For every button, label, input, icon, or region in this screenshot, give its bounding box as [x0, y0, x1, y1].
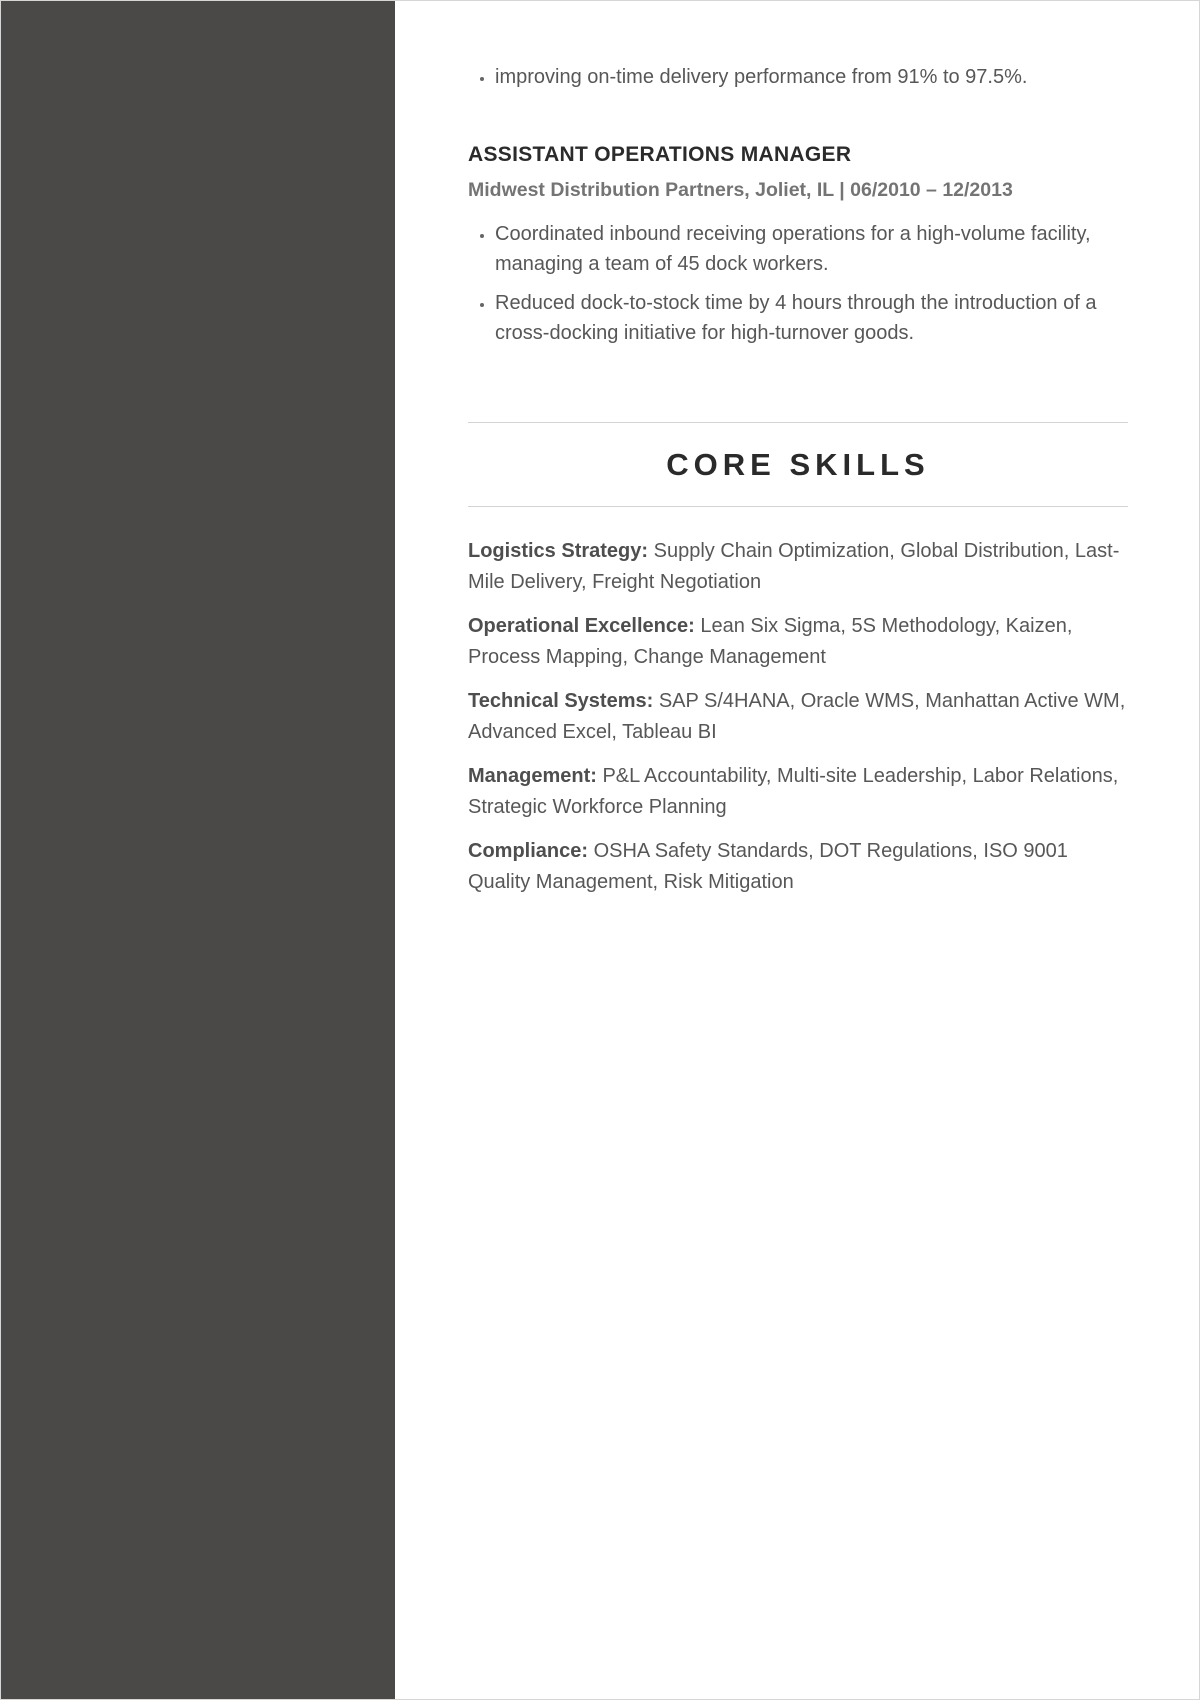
skill-label: Management: [468, 765, 597, 787]
job-entry [468, 140, 1128, 357]
job-bullet-list [468, 219, 1128, 348]
skill-text: OSHA Safety Standards, DOT Regulations, ISO 9001 Quality Management, Risk Mitigation [468, 840, 1068, 893]
skill-row-logistics [468, 536, 1128, 598]
skill-row-technical [468, 686, 1128, 748]
list-item: • Coordinated inbound receiving operations for a high-volume facility, managing a team of 45 dock workers. [495, 219, 1128, 279]
section-title: CORE SKILLS [666, 447, 930, 482]
job-title: ASSISTANT OPERATIONS MANAGER [468, 143, 852, 166]
list-item: • improving on-time delivery performance from 91% to 97.5%. [495, 62, 1128, 92]
job-meta: Midwest Distribution Partners, Joliet, IL | 06/2010 – 12/2013 [468, 179, 1013, 201]
skill-label: Operational Excellence: [468, 615, 695, 637]
skills-list [468, 536, 1128, 898]
skill-label: Technical Systems: [468, 690, 654, 712]
skill-text: Supply Chain Optimization, Global Distribution, Last-Mile Delivery, Freight Negotiation [468, 540, 1120, 593]
skill-label: Compliance: [468, 840, 589, 862]
continued-bullet-list [468, 62, 1128, 101]
skill-label: Logistics Strategy: [468, 540, 649, 562]
list-item: • Reduced dock-to-stock time by 4 hours through the introduction of a cross-docking initiative for high-turnover goods. [495, 288, 1128, 348]
sidebar-panel [1, 1, 395, 1699]
skill-text: Lean Six Sigma, 5S Methodology, Kaizen, Process Mapping, Change Management [468, 615, 1073, 668]
skill-row-compliance [468, 836, 1128, 898]
section-divider-bottom [468, 506, 1128, 507]
skill-row-management [468, 761, 1128, 823]
skill-text: SAP S/4HANA, Oracle WMS, Manhattan Active WM, Advanced Excel, Tableau BI [468, 690, 1126, 743]
skill-text: P&L Accountability, Multi-site Leadership, Labor Relations, Strategic Workforce Planning [468, 765, 1119, 818]
skill-row-operational [468, 611, 1128, 673]
core-skills-section [468, 422, 1128, 911]
